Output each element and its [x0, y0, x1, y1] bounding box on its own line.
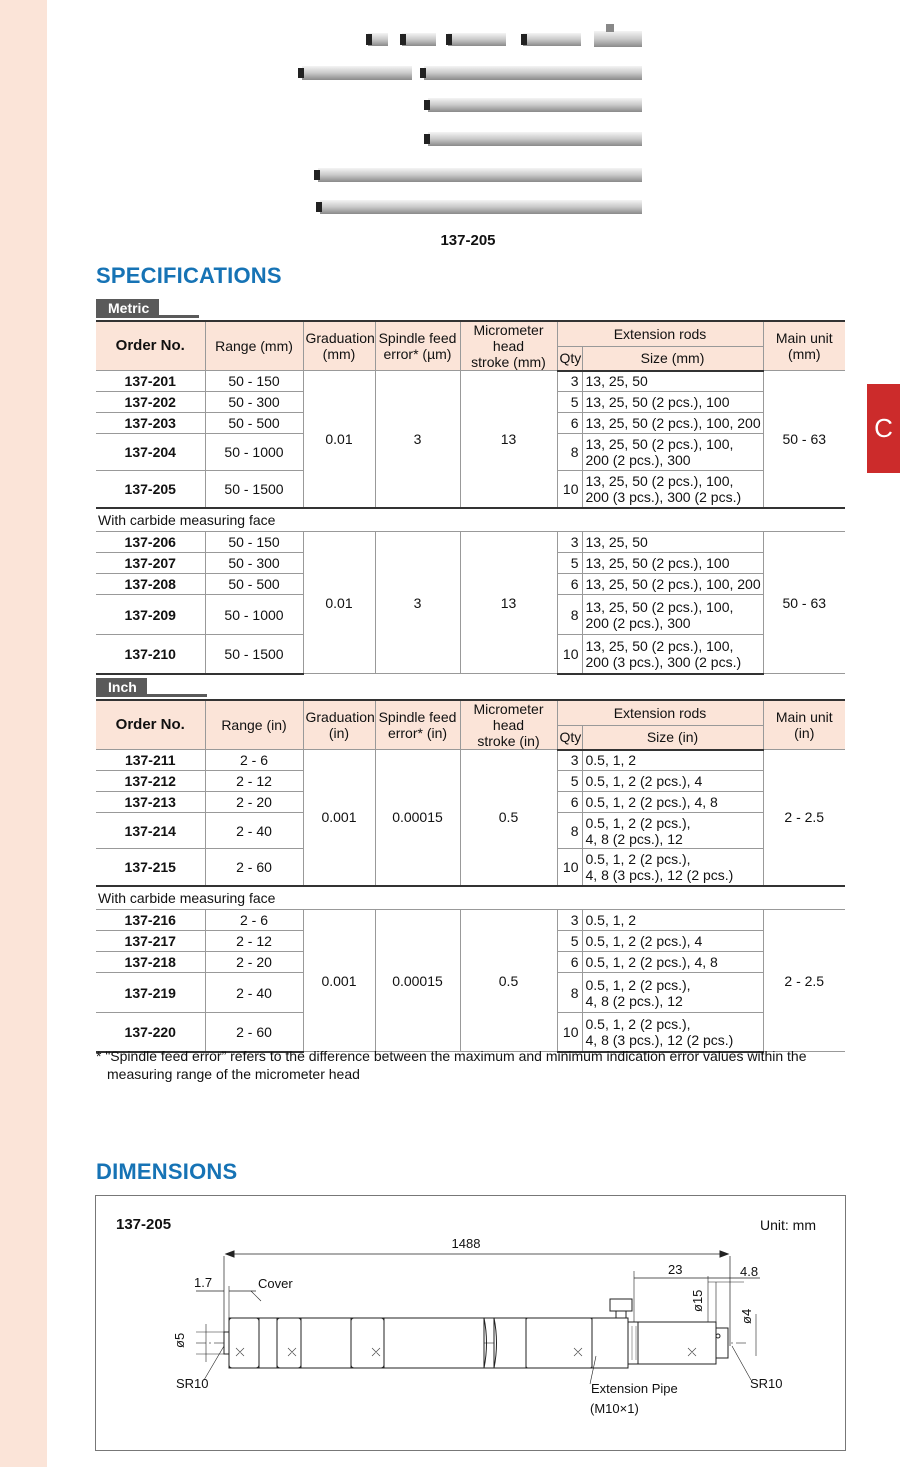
- table-row: 137-220 2 - 60 10 0.5, 1, 2 (2 pcs.), 4, 8 (3 pcs.), 12 (2 pcs.): [96, 1013, 845, 1052]
- table-row: 137-209 50 - 1000 8 13, 25, 50 (2 pcs.), 100, 200 (2 pcs.), 300: [96, 595, 845, 635]
- metric-tag: [96, 299, 199, 318]
- table-row: 137-204 50 - 1000 8 13, 25, 50 (2 pcs.), 100, 200 (2 pcs.), 300: [96, 434, 845, 471]
- chapter-letter: C: [874, 413, 893, 443]
- chapter-tab[interactable]: [867, 384, 900, 473]
- metric-tag-label: Metric: [96, 299, 159, 318]
- table-row: 137-212 2 - 12 5 0.5, 1, 2 (2 pcs.), 4: [96, 771, 845, 792]
- dim-extension-pipe: Extension Pipe: [591, 1381, 678, 1396]
- table-row: 137-201 50 - 150 0.01 3 13 3 13, 25, 50 50 - 63: [96, 371, 845, 392]
- table-row: 137-203 50 - 500 6 13, 25, 50 (2 pcs.), 100, 200: [96, 413, 845, 434]
- footnote: * "Spindle feed error” refers to the difference between the maximum and minimum indication error values within the measuring range of the micrometer head: [96, 1048, 807, 1082]
- table-row: 137-207 50 - 300 5 13, 25, 50 (2 pcs.), 100: [96, 553, 845, 574]
- product-caption: 137-205: [440, 232, 496, 249]
- col-spindle: Spindle feed error* (µm): [375, 321, 460, 371]
- inch-tag: [96, 678, 207, 697]
- col-order: Order No.: [96, 700, 205, 750]
- inch-spec-table: [96, 699, 845, 1053]
- col-qty: Qty: [557, 346, 582, 370]
- table-row: 137-210 50 - 1500 10 13, 25, 50 (2 pcs.), 100, 200 (3 pcs.), 300 (2 pcs.): [96, 635, 845, 674]
- col-size: Size (mm): [582, 346, 763, 370]
- dim-4-8: 4.8: [740, 1264, 759, 1279]
- table-row: 137-206 50 - 150 0.01 3 13 3 13, 25, 50 50 - 63: [96, 532, 845, 553]
- dimensions-title: DIMENSIONS: [96, 1159, 238, 1184]
- product-photo: [280, 20, 660, 225]
- dim-diameter-15: ø15: [690, 1289, 705, 1312]
- dimension-unit: Unit: mm: [760, 1217, 816, 1233]
- dim-diameter-4: ø4: [739, 1308, 754, 1324]
- dim-sr-right: SR10: [750, 1376, 783, 1391]
- col-main: Main unit (in): [763, 700, 845, 750]
- col-range: Range (in): [205, 700, 303, 750]
- dim-cover-label: Cover: [258, 1276, 293, 1291]
- dim-23: 23: [668, 1262, 683, 1277]
- col-extension: Extension rods: [557, 700, 763, 725]
- dimension-drawing: [96, 1196, 844, 1448]
- table-row: 137-211 2 - 6 0.001 0.00015 0.5 3 0.5, 1, 2 2 - 2.5: [96, 750, 845, 771]
- col-size: Size (in): [582, 725, 763, 749]
- col-graduation: Graduation (mm): [303, 321, 375, 371]
- left-margin-band: [0, 0, 47, 1467]
- dim-thread: (M10×1): [590, 1401, 639, 1416]
- table-row: 137-215 2 - 60 10 0.5, 1, 2 (2 pcs.), 4, 8 (3 pcs.), 12 (2 pcs.): [96, 849, 845, 886]
- dimension-model: 137-205: [116, 1216, 172, 1233]
- col-order: Order No.: [96, 321, 205, 371]
- col-qty: Qty: [557, 725, 582, 749]
- dim-overall-length: 1488: [451, 1236, 481, 1251]
- col-stroke: Micrometer head stroke (mm): [460, 321, 557, 371]
- col-main: Main unit (mm): [763, 321, 845, 371]
- extension-rods: [298, 66, 642, 214]
- dim-sr-left: SR10: [176, 1376, 209, 1391]
- col-extension: Extension rods: [557, 321, 763, 346]
- dim-left-gap: 1.7: [194, 1275, 213, 1290]
- col-spindle: Spindle feed error* (in): [375, 700, 460, 750]
- col-stroke: Micrometer head stroke (in): [460, 700, 557, 750]
- specifications-title: SPECIFICATIONS: [96, 263, 282, 288]
- inch-tag-label: Inch: [96, 678, 147, 697]
- table-row: 137-213 2 - 20 6 0.5, 1, 2 (2 pcs.), 4, 8: [96, 792, 845, 813]
- table-row: 137-216 2 - 6 0.001 0.00015 0.5 3 0.5, 1, 2 2 - 2.5: [96, 910, 845, 931]
- carbide-label-row: With carbide measuring face: [96, 508, 845, 532]
- dim-diameter-5: ø5: [172, 1332, 187, 1348]
- col-graduation: Graduation (in): [303, 700, 375, 750]
- table-row: 137-217 2 - 12 5 0.5, 1, 2 (2 pcs.), 4: [96, 931, 845, 952]
- table-row: 137-208 50 - 500 6 13, 25, 50 (2 pcs.), 100, 200: [96, 574, 845, 595]
- table-row: 137-202 50 - 300 5 13, 25, 50 (2 pcs.), 100: [96, 392, 845, 413]
- col-range: Range (mm): [205, 321, 303, 371]
- metric-spec-table: [96, 320, 845, 675]
- carbide-label-row: With carbide measuring face: [96, 886, 845, 910]
- table-row: 137-205 50 - 1500 10 13, 25, 50 (2 pcs.), 100, 200 (3 pcs.), 300 (2 pcs.): [96, 471, 845, 508]
- table-row: 137-218 2 - 20 6 0.5, 1, 2 (2 pcs.), 4, 8: [96, 952, 845, 973]
- table-row: 137-219 2 - 40 8 0.5, 1, 2 (2 pcs.), 4, 8 (2 pcs.), 12: [96, 973, 845, 1013]
- head-parts: [366, 24, 642, 47]
- table-row: 137-214 2 - 40 8 0.5, 1, 2 (2 pcs.), 4, 8 (2 pcs.), 12: [96, 813, 845, 849]
